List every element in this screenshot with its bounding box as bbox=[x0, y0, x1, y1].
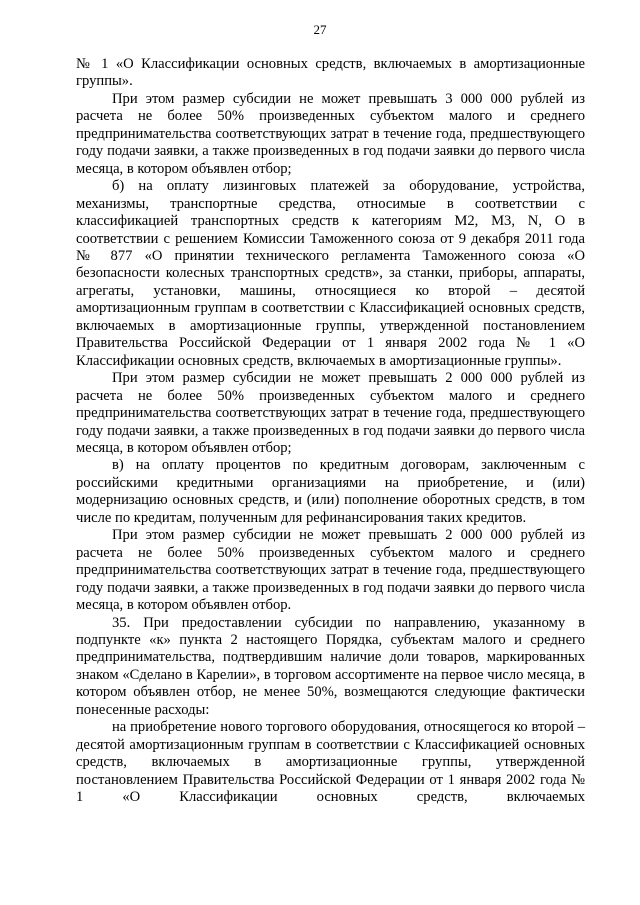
paragraph-subsidy-limit-2m-a: При этом размер субсидии не может превышать 2 000 000 рублей из расчета не более 50% произведенных субъектом малого и среднего предпринимательства соответствующих затрат в течение года, предшествующего году подачи заявки, а также произведенных в год подачи заявки до первого числа месяца, в котором объявлен отбор; bbox=[76, 370, 585, 456]
paragraph-clause-35: 35. При предоставлении субсидии по направлению, указанному в подпункте «к» пункта 2 настоящего Порядка, субъектам малого и среднего предпринимательства, подтвердившим наличие доли товаров, маркированных знаком «Сделано в Карелии», в торговом ассортименте на первое число месяца, в котором объявлен отбор, не менее 50%, возмещаются следующие фактически понесенные расходы: bbox=[76, 614, 585, 718]
paragraph-item-b-leasing: б) на оплату лизинговых платежей за оборудование, устройства, механизмы, транспортные средства, относимые в соответствии с классификацией транспортных средств к категориям M2, M3, N, O в соответствии с решением Комиссии Таможенного союза от 9 декабря 2011 года № 877 «О принятии технического регламента Таможенного союза «О безопасности колесных транспортных средств», за станки, приборы, аппараты, агрегаты, установки, машины, относящиеся ко второй – десятой амортизационным группам в соответствии с Классификацией основных средств, включаемых в амортизационные группы, утвержденной постановлением Правительства Российской Федерации от 1 января 2002 года № 1 «О Классификации основных средств, включаемых в амортизационные группы». bbox=[76, 178, 585, 369]
page-number: 27 bbox=[313, 22, 327, 37]
paragraph-subsidy-limit-3m: При этом размер субсидии не может превышать 3 000 000 рублей из расчета не более 50% произведенных субъектом малого и среднего предпринимательства соответствующих затрат в течение года, предшествующего году подачи заявки, а также произведенных в год подачи заявки до первого числа месяца, в котором объявлен отбор; bbox=[76, 90, 585, 177]
paragraph-item-v-interest: в) на оплату процентов по кредитным договорам, заключенным с российскими кредитными организациями на приобретение, и (или) модернизацию основных средств, и (или) пополнение оборотных средств, в том числе по кредитам, полученным для рефинансирования таких кредитов. bbox=[76, 457, 585, 526]
paragraph-continuation: № 1 «О Классификации основных средств, включаемых в амортизационные группы». bbox=[76, 56, 585, 90]
document-body bbox=[76, 56, 585, 806]
paragraph-subsidy-limit-2m-b: При этом размер субсидии не может превышать 2 000 000 рублей из расчета не более 50% произведенных субъектом малого и среднего предпринимательства соответствующих затрат в течение года, предшествующего году подачи заявки, а также произведенных в год подачи заявки до первого числа месяца, в котором объявлен отбор. bbox=[76, 527, 585, 614]
paragraph-trade-equipment: на приобретение нового торгового оборудования, относящегося ко второй – десятой амортизационным группам в соответствии с Классификацией основных средств, включаемых в амортизационные группы, утвержденной постановлением Правительства Российской Федерации от 1 января 2002 года № 1 «О Классификации основных средств, включаемых bbox=[76, 719, 585, 806]
